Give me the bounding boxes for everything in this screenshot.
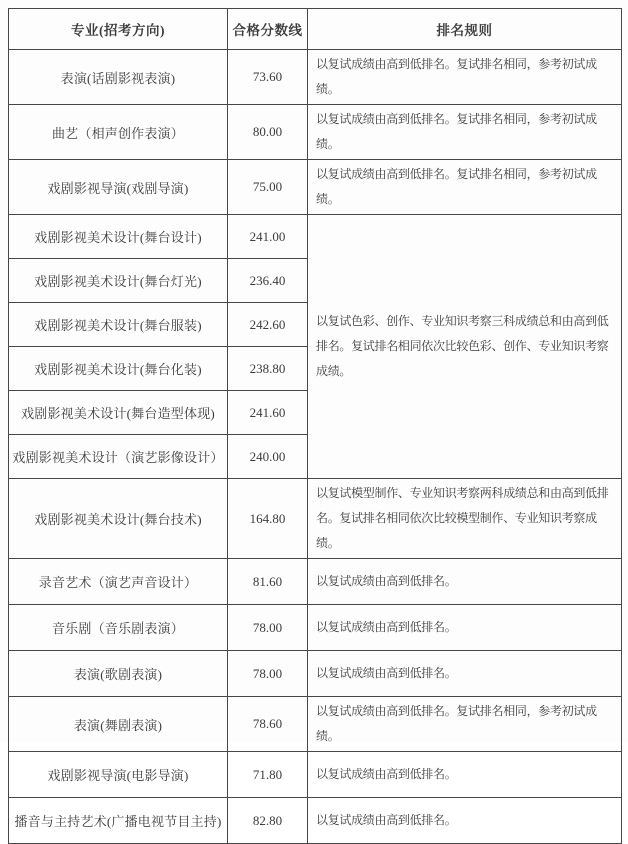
score-cell: 78.00 [228, 605, 308, 651]
major-cell: 播音与主持艺术(广播电视节目主持) [9, 798, 228, 844]
major-cell: 曲艺（相声创作表演） [9, 105, 228, 160]
table-row [9, 605, 622, 651]
rule-cell: 以复试成绩由高到低排名。 [308, 752, 622, 798]
scores-table-header [9, 9, 622, 50]
score-cell: 75.00 [228, 160, 308, 215]
major-cell: 表演(话剧影视表演) [9, 50, 228, 105]
score-cell: 241.00 [228, 215, 308, 259]
table-row [9, 479, 622, 559]
table-row [9, 215, 622, 259]
major-cell: 戏剧影视导演(戏剧导演) [9, 160, 228, 215]
major-cell: 戏剧影视美术设计(舞台化装) [9, 347, 228, 391]
score-cell: 238.80 [228, 347, 308, 391]
major-cell: 戏剧影视美术设计(舞台技术) [9, 479, 228, 559]
major-cell: 录音艺术（演艺声音设计） [9, 559, 228, 605]
rule-cell: 以复试成绩由高到低排名。复试排名相同，参考初试成绩。 [308, 697, 622, 752]
rule-cell: 以复试成绩由高到低排名。 [308, 559, 622, 605]
rule-cell: 以复试模型制作、专业知识考察两科成绩总和由高到低排名。复试排名相同依次比较模型制作、专业知识考察成绩。 [308, 479, 622, 559]
table-row [9, 697, 622, 752]
score-cell: 71.80 [228, 752, 308, 798]
column-header-score: 合格分数线 [228, 9, 308, 50]
scores-table [8, 8, 622, 844]
rule-cell: 以复试成绩由高到低排名。 [308, 798, 622, 844]
major-cell: 戏剧影视美术设计（演艺影像设计） [9, 435, 228, 479]
major-cell: 表演(舞剧表演) [9, 697, 228, 752]
scores-table-body [9, 50, 622, 844]
table-row [9, 559, 622, 605]
column-header-major: 专业(招考方向) [9, 9, 228, 50]
score-cell: 240.00 [228, 435, 308, 479]
rule-cell: 以复试色彩、创作、专业知识考察三科成绩总和由高到低排名。复试排名相同依次比较色彩、创作、专业知识考察成绩。 [308, 215, 622, 479]
score-cell: 78.60 [228, 697, 308, 752]
major-cell: 戏剧影视美术设计(舞台设计) [9, 215, 228, 259]
rule-cell: 以复试成绩由高到低排名。 [308, 605, 622, 651]
score-cell: 78.00 [228, 651, 308, 697]
score-cell: 82.80 [228, 798, 308, 844]
major-cell: 表演(歌剧表演) [9, 651, 228, 697]
score-cell: 236.40 [228, 259, 308, 303]
major-cell: 戏剧影视美术设计(舞台服装) [9, 303, 228, 347]
rule-cell: 以复试成绩由高到低排名。复试排名相同，参考初试成绩。 [308, 160, 622, 215]
table-row [9, 798, 622, 844]
score-cell: 73.60 [228, 50, 308, 105]
score-cell: 164.80 [228, 479, 308, 559]
rule-cell: 以复试成绩由高到低排名。复试排名相同，参考初试成绩。 [308, 50, 622, 105]
column-header-rule: 排名规则 [308, 9, 622, 50]
header-row [9, 9, 622, 50]
table-row [9, 651, 622, 697]
score-cell: 241.60 [228, 391, 308, 435]
score-cell: 242.60 [228, 303, 308, 347]
score-cell: 81.60 [228, 559, 308, 605]
table-row [9, 752, 622, 798]
table-row [9, 50, 622, 105]
table-row [9, 160, 622, 215]
major-cell: 戏剧影视美术设计(舞台灯光) [9, 259, 228, 303]
major-cell: 戏剧影视美术设计(舞台造型体现) [9, 391, 228, 435]
major-cell: 戏剧影视导演(电影导演) [9, 752, 228, 798]
rule-cell: 以复试成绩由高到低排名。复试排名相同，参考初试成绩。 [308, 105, 622, 160]
table-row [9, 105, 622, 160]
rule-cell: 以复试成绩由高到低排名。 [308, 651, 622, 697]
score-cell: 80.00 [228, 105, 308, 160]
major-cell: 音乐剧（音乐剧表演） [9, 605, 228, 651]
